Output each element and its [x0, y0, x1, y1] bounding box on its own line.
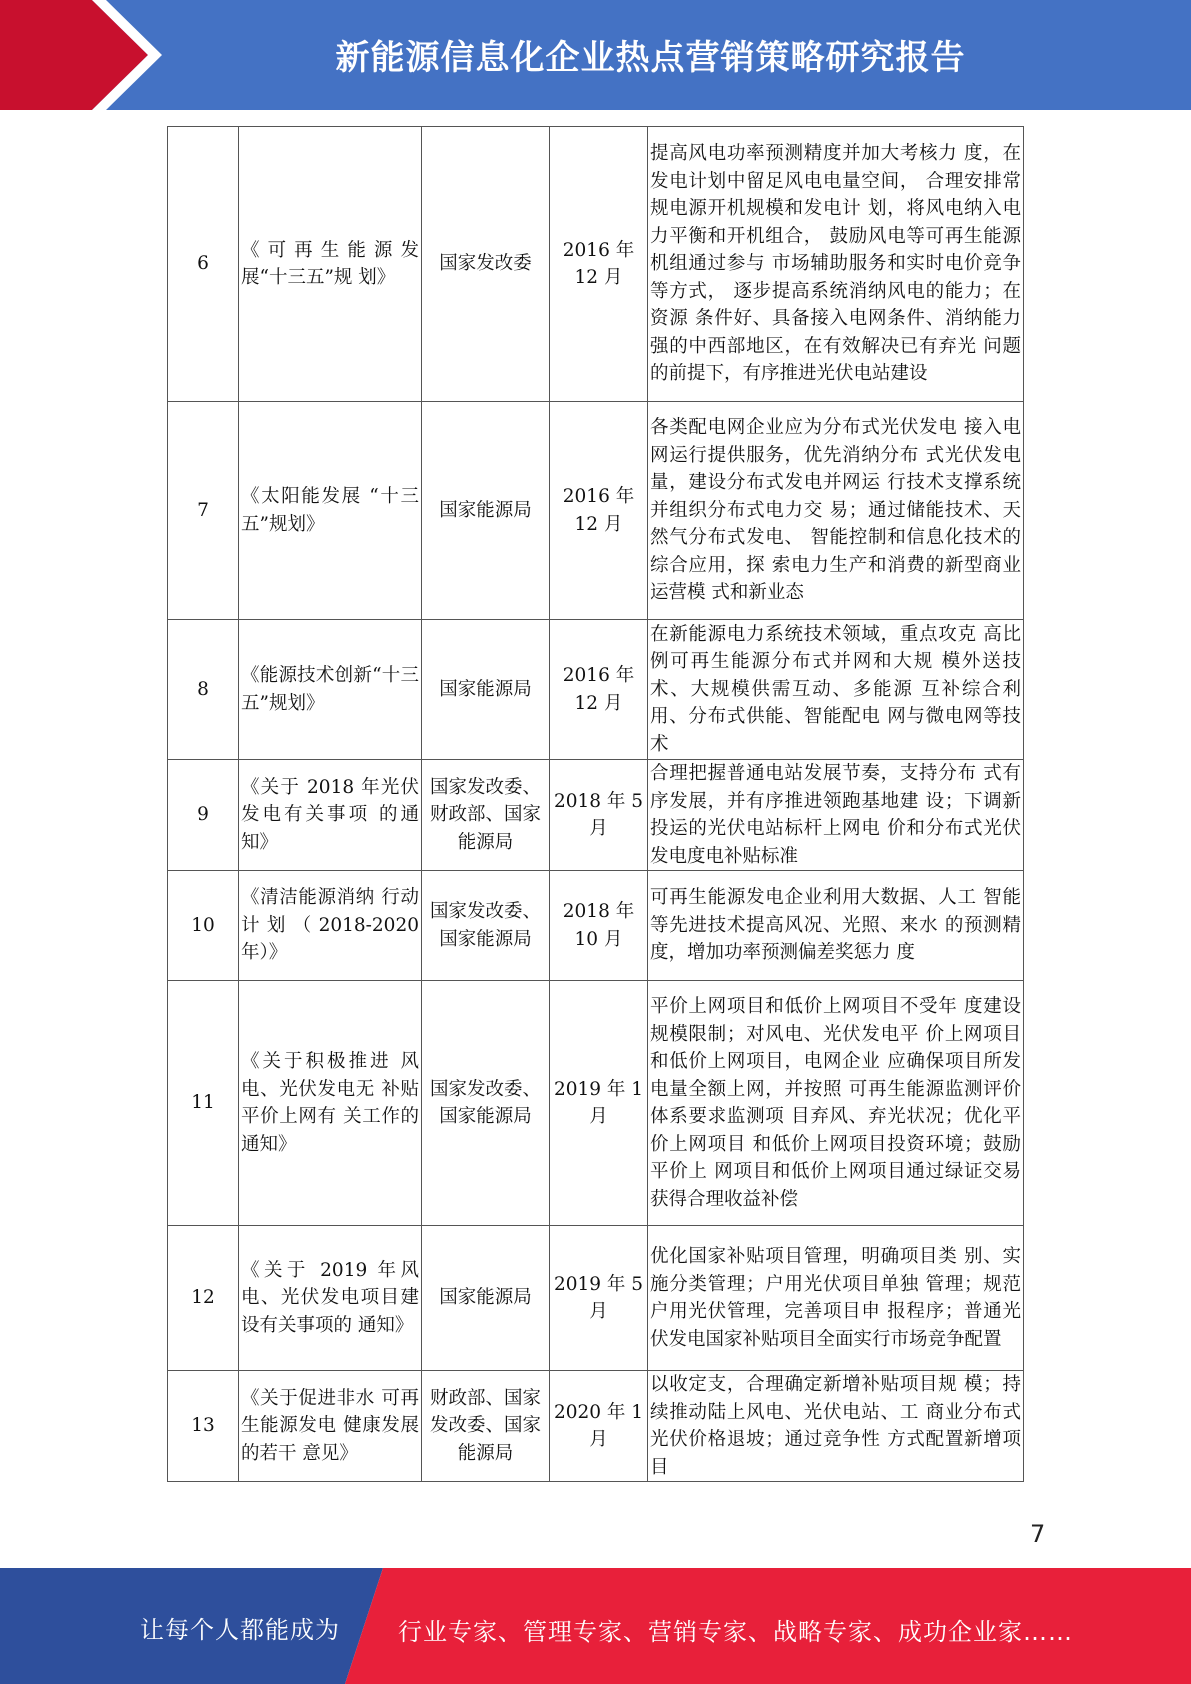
- issuing-department: 国家发改委、国家能源局: [422, 981, 550, 1226]
- policy-name: 《清洁能源消纳 行动计划（2018-2020年）》: [239, 871, 422, 981]
- page-number: 7: [1030, 1520, 1046, 1548]
- policy-name: 《可再生能源发 展“十三五”规 划》: [239, 127, 422, 402]
- row-number: 6: [168, 127, 239, 402]
- row-number: 8: [168, 620, 239, 760]
- issue-date: 2019 年 1 月: [550, 981, 648, 1226]
- table-row: [168, 402, 1024, 620]
- issuing-department: 财政部、国家发改委、国家能源局: [422, 1371, 550, 1482]
- row-number: 12: [168, 1226, 239, 1371]
- row-number: 13: [168, 1371, 239, 1482]
- issuing-department: 国家能源局: [422, 620, 550, 760]
- policy-name: 《关于 2018 年光伏发电有关事项 的通知》: [239, 760, 422, 871]
- issue-date: 2016 年 12 月: [550, 620, 648, 760]
- row-number: 10: [168, 871, 239, 981]
- policy-content: 平价上网项目和低价上网项目不受年 度建设规模限制；对风电、光伏发电平 价上网项目和低价上网项目，电网企业 应确保项目所发电量全额上网，并按照 可再生能源监测评价体系要求监测项 目弃风、弃光状况；优化平价上网项目 和低价上网项目投资环境；鼓励平价上 网项目和低价上网项目通过绿证交易 获得合理收益补偿: [648, 981, 1024, 1226]
- policy-content: 以收定支，合理确定新增补贴项目规 模；持续推动陆上风电、光伏电站、工 商业分布式光伏价格退坡；通过竞争性 方式配置新增项目: [648, 1371, 1024, 1482]
- policy-name: 《关于积极推进 风电、光伏发电无 补贴平价上网有 关工作的通知》: [239, 981, 422, 1226]
- issuing-department: 国家发改委: [422, 127, 550, 402]
- table-row: [168, 127, 1024, 402]
- row-number: 11: [168, 981, 239, 1226]
- policy-content: 在新能源电力系统技术领域，重点攻克 高比例可再生能源分布式并网和大规 模外送技术、大规模供需互动、多能源 互补综合利用、分布式供能、智能配电 网与微电网等技术: [648, 620, 1024, 760]
- row-number: 7: [168, 402, 239, 620]
- issuing-department: 国家发改委、国家能源局: [422, 871, 550, 981]
- table-row: [168, 760, 1024, 871]
- report-title: 新能源信息化企业热点营销策略研究报告: [335, 38, 966, 78]
- table-row: [168, 1226, 1024, 1371]
- row-number: 9: [168, 760, 239, 871]
- issue-date: 2016 年 12 月: [550, 402, 648, 620]
- policy-name: 《关于促进非水 可再生能源发电 健康发展的若干 意见》: [239, 1371, 422, 1482]
- footer-slogan-left: 让每个人都能成为: [140, 1616, 340, 1644]
- issuing-department: 国家能源局: [422, 1226, 550, 1371]
- policy-name: 《太阳能发展 “十三五”规划》: [239, 402, 422, 620]
- policy-content: 提高风电功率预测精度并加大考核力 度，在发电计划中留足风电电量空间， 合理安排常规电源开机规模和发电计 划，将风电纳入电力平衡和开机组合， 鼓励风电等可再生能源机组通过参与 市场辅助服务和实时电价竞争等方式， 逐步提高系统消纳风电的能力；在资源 条件好、具备接入电网条件、消纳能力 强的中西部地区，在有效解决已有弃光 问题的前提下，有序推进光伏电站建设: [648, 127, 1024, 402]
- policy-content: 优化国家补贴项目管理，明确项目类 别、实施分类管理；户用光伏项目单独 管理；规范户用光伏管理，完善项目申 报程序；普通光伏发电国家补贴项目全面实行市场竞争配置: [648, 1226, 1024, 1371]
- policy-content: 可再生能源发电企业利用大数据、人工 智能等先进技术提高风况、光照、来水 的预测精度，增加功率预测偏差奖惩力 度: [648, 871, 1024, 981]
- policy-content: 合理把握普通电站发展节奏，支持分布 式有序发展，并有序推进领跑基地建 设；下调新投运的光伏电站标杆上网电 价和分布式光伏发电度电补贴标准: [648, 760, 1024, 871]
- table-row: [168, 981, 1024, 1226]
- footer-slogan-right: 行业专家、管理专家、营销专家、战略专家、成功企业家……: [398, 1618, 1073, 1646]
- table-row: [168, 871, 1024, 981]
- policy-name: 《能源技术创新“十三五”规划》: [239, 620, 422, 760]
- issuing-department: 国家能源局: [422, 402, 550, 620]
- issue-date: 2018 年 10 月: [550, 871, 648, 981]
- issue-date: 2020 年 1 月: [550, 1371, 648, 1482]
- page-footer: [0, 1568, 1191, 1684]
- issuing-department: 国家发改委、财政部、国家能源局: [422, 760, 550, 871]
- page-header: [0, 0, 1191, 110]
- policy-name: 《关于 2019 年风电、光伏发电项目建设有关事项的 通知》: [239, 1226, 422, 1371]
- issue-date: 2019 年 5 月: [550, 1226, 648, 1371]
- policy-table: [167, 126, 1024, 1482]
- issue-date: 2018 年 5 月: [550, 760, 648, 871]
- issue-date: 2016 年 12 月: [550, 127, 648, 402]
- policy-content: 各类配电网企业应为分布式光伏发电 接入电网运行提供服务，优先消纳分布 式光伏发电量，建设分布式发电并网运 行技术支撑系统并组织分布式电力交 易；通过储能技术、天然气分布式发电、 智能控制和信息化技术的综合应用，探 索电力生产和消费的新型商业运营模 式和新业态: [648, 402, 1024, 620]
- table-row: [168, 620, 1024, 760]
- table-row: [168, 1371, 1024, 1482]
